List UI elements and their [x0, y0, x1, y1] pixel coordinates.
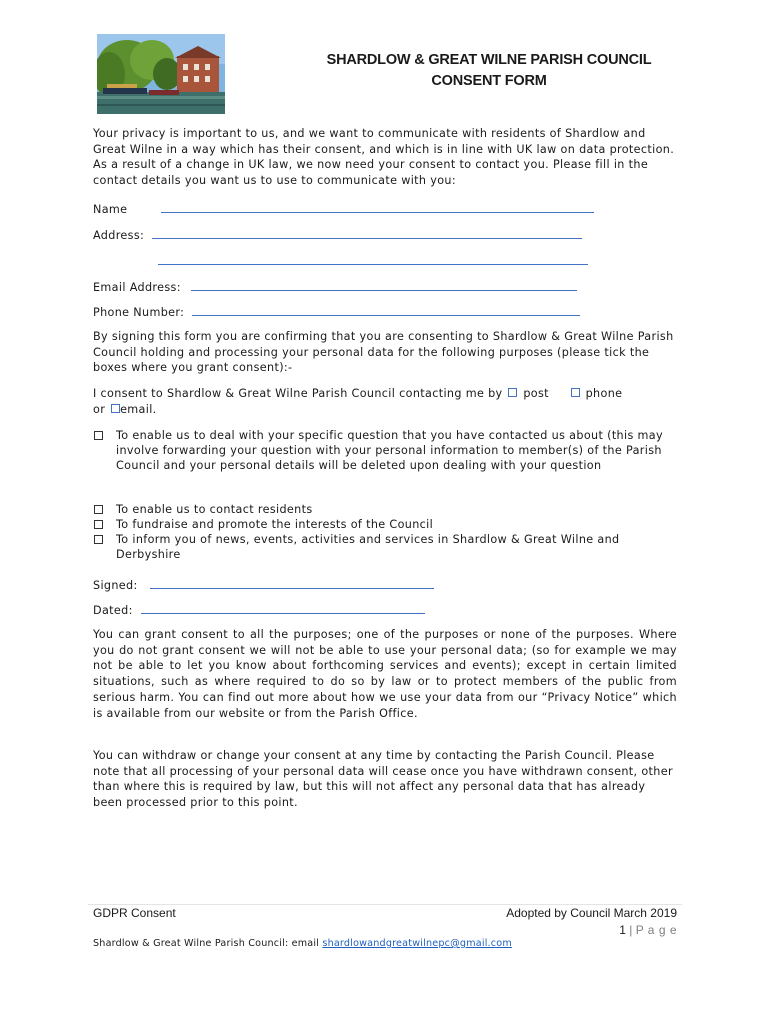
address-field-row	[93, 226, 582, 243]
consent-prefix: I consent to Shardlow & Great Wilne Parish Council contacting me by	[93, 387, 503, 400]
phone-checkbox[interactable]	[571, 388, 580, 397]
signed-field-row	[93, 576, 434, 593]
withdraw-consent-paragraph: You can withdraw or change your consent at any time by contacting the Parish Council. Please note that all processing of your personal data will cease once you have withdrawn consent, other than where this is required by law, but this will not affect any personal data that has already been processed prior to this point.	[93, 749, 673, 810]
phone-input-line[interactable]	[192, 303, 580, 316]
email-option-label: email.	[120, 402, 157, 416]
email-input-line[interactable]	[191, 278, 577, 291]
email-field-row	[93, 278, 577, 295]
contact-email-link[interactable]: shardlowandgreatwilnepc@gmail.com	[322, 938, 512, 949]
signing-paragraph: By signing this form you are confirming that you are consenting to Shardlow & Great Wilne Parish Council holding and processing your personal data for the following purposes (please tick the boxes where you grant consent):-	[93, 330, 674, 375]
name-input-line[interactable]	[161, 200, 594, 213]
title-line-1: SHARDLOW & GREAT WILNE PARISH COUNCIL	[326, 52, 652, 68]
footer-left: GDPR Consent	[93, 906, 176, 920]
purpose-checkbox-2[interactable]	[94, 505, 103, 514]
purpose-text-3: To fundraise and promote the interests of the Council	[116, 518, 434, 531]
purpose-text-4: To inform you of news, events, activities and services in Shardlow & Great Wilne and Derbyshire	[116, 533, 620, 561]
purpose-item-2	[93, 502, 683, 517]
address-input-line-1[interactable]	[152, 226, 582, 239]
page-separator: |	[629, 923, 633, 937]
intro-paragraph: Your privacy is important to us, and we want to communicate with residents of Shardlow and Great Wilne in a way which has their consent, and which is in line with UK law on data protection. As a result of a change in UK law, we now need your consent to contact you. Please fill in the contact details you want us to use to communicate with you:	[93, 127, 675, 188]
post-label: post	[523, 387, 549, 400]
post-checkbox[interactable]	[508, 388, 517, 397]
signature-input-line[interactable]	[150, 576, 434, 589]
dated-field-row	[93, 601, 425, 618]
name-field-row	[93, 200, 594, 217]
purpose-item-3	[93, 517, 683, 532]
consent-contact-line	[93, 386, 677, 417]
dated-label: Dated:	[93, 604, 133, 617]
title-line-2: CONSENT FORM	[431, 73, 547, 89]
contact-prefix: Shardlow & Great Wilne Parish Council: email	[93, 938, 320, 949]
header-photo-mill-river	[97, 34, 225, 114]
email-checkbox[interactable]	[111, 404, 120, 413]
purpose-text-1: To enable us to deal with your specific question that you have contacted us about (this may involve forwarding your question with your personal information to member(s) of the Parish Council and your personal details will be deleted upon dealing with your question	[116, 429, 663, 472]
mill-river-image	[97, 34, 225, 114]
page-number: 1	[619, 923, 626, 937]
footer-page-number	[619, 923, 677, 937]
address-field-row-2	[158, 252, 588, 269]
signed-label: Signed:	[93, 579, 138, 592]
footer-contact-line	[93, 938, 512, 949]
phone-option-label: phone	[585, 387, 623, 400]
address-input-line-2[interactable]	[158, 252, 588, 265]
purpose-item-4	[93, 532, 683, 562]
grant-consent-paragraph: You can grant consent to all the purposes; one of the purposes or none of the purposes. Where you do not grant consent we will not be able to use your personal data; (so for example we may not be able to let you know about forthcoming services and events); except in certain limited situations, such as where required to do so by law or to protect members of the public from serious harm. You can find out more about how we use your data from our “Privacy Notice” which is available from our website or from the Parish Office.	[93, 628, 677, 720]
purpose-text-2: To enable us to contact residents	[116, 503, 313, 516]
purpose-checkbox-4[interactable]	[94, 535, 103, 544]
date-input-line[interactable]	[141, 601, 425, 614]
footer-divider	[88, 904, 682, 905]
page-word: P a g e	[635, 923, 677, 937]
address-label: Address:	[93, 229, 145, 242]
phone-label: Phone Number:	[93, 306, 185, 319]
email-label: Email Address:	[93, 281, 181, 294]
name-label: Name	[93, 203, 128, 216]
document-title	[300, 50, 678, 92]
purpose-item-1	[93, 428, 683, 490]
purpose-checkbox-1[interactable]	[94, 431, 103, 440]
footer-right: Adopted by Council March 2019	[506, 906, 677, 920]
purpose-checkbox-3[interactable]	[94, 520, 103, 529]
phone-field-row	[93, 303, 580, 320]
or-label: or	[93, 402, 106, 416]
